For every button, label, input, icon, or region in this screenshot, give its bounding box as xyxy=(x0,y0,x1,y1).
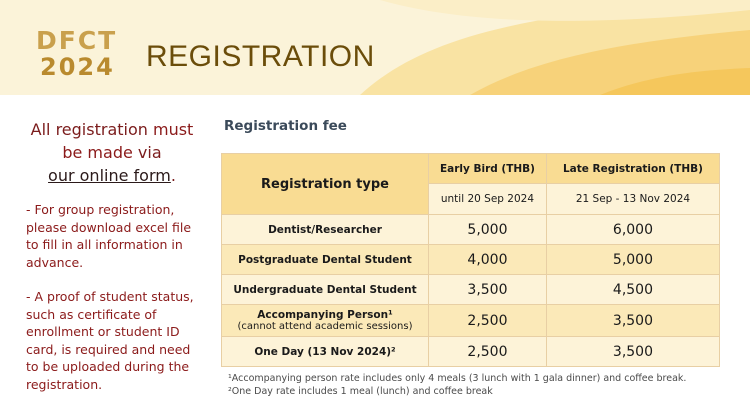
early-date-range: until 20 Sep 2024 xyxy=(429,184,547,215)
late-date-range: 21 Sep - 13 Nov 2024 xyxy=(546,184,719,215)
table-row xyxy=(222,337,720,367)
row-type-cell xyxy=(222,305,429,337)
row-early-fee: 4,000 xyxy=(429,245,547,275)
row-type: Undergraduate Dental Student xyxy=(222,275,429,305)
table-row xyxy=(222,305,720,337)
col-header-late: Late Registration (THB) xyxy=(546,154,719,184)
footnote-one-day: ²One Day rate includes 1 meal (lunch) and coffee break xyxy=(228,386,493,397)
row-early-fee: 2,500 xyxy=(429,305,547,337)
row-late-fee: 3,500 xyxy=(546,337,719,367)
dfct-logo xyxy=(36,28,120,79)
table-row xyxy=(222,275,720,305)
online-form-link[interactable]: our online form xyxy=(48,166,171,185)
page-title: REGISTRATION xyxy=(146,40,375,73)
intro-part3: via xyxy=(132,143,162,162)
row-early-fee: 2,500 xyxy=(429,337,547,367)
fee-footnotes xyxy=(228,372,686,398)
footnote-accompanying: ¹Accompanying person rate includes only 4 meals (3 lunch with 1 gala dinner) and coffee break. xyxy=(228,373,687,384)
row-type: Dentist/Researcher xyxy=(222,215,429,245)
row-type: One Day (13 Nov 2024)² xyxy=(222,337,429,367)
col-header-type: Registration type xyxy=(222,154,429,215)
row-late-fee: 5,000 xyxy=(546,245,719,275)
row-late-fee: 6,000 xyxy=(546,215,719,245)
header-banner xyxy=(0,0,750,95)
intro-part2: be made xyxy=(62,143,133,162)
row-late-fee: 4,500 xyxy=(546,275,719,305)
row-type: Accompanying Person¹ xyxy=(257,309,393,321)
note-student-proof: - A proof of student status, such as certificate of enrollment or student ID card, is required and need to be uploaded during the registration. xyxy=(26,289,194,392)
intro-part1: All registration xyxy=(30,120,153,139)
intro-part4: . xyxy=(170,166,176,185)
table-row xyxy=(222,215,720,245)
fee-heading: Registration fee xyxy=(224,118,347,134)
logo-text-top: DFCT xyxy=(36,26,118,55)
note-group-registration: - For group registration, please download excel file to fill in all information in advance. xyxy=(26,202,192,270)
intro-text xyxy=(22,118,202,187)
registration-instructions xyxy=(22,118,202,410)
notes-list xyxy=(22,201,202,393)
row-late-fee: 3,500 xyxy=(546,305,719,337)
row-early-fee: 5,000 xyxy=(429,215,547,245)
registration-fee-table xyxy=(221,153,720,367)
intro-must: must xyxy=(152,120,194,139)
table-row xyxy=(222,245,720,275)
row-early-fee: 3,500 xyxy=(429,275,547,305)
col-header-early: Early Bird (THB) xyxy=(429,154,547,184)
row-type: Postgraduate Dental Student xyxy=(222,245,429,275)
logo-text-bottom: 2024 xyxy=(40,53,115,81)
row-type-note: (cannot attend academic sessions) xyxy=(237,321,413,332)
